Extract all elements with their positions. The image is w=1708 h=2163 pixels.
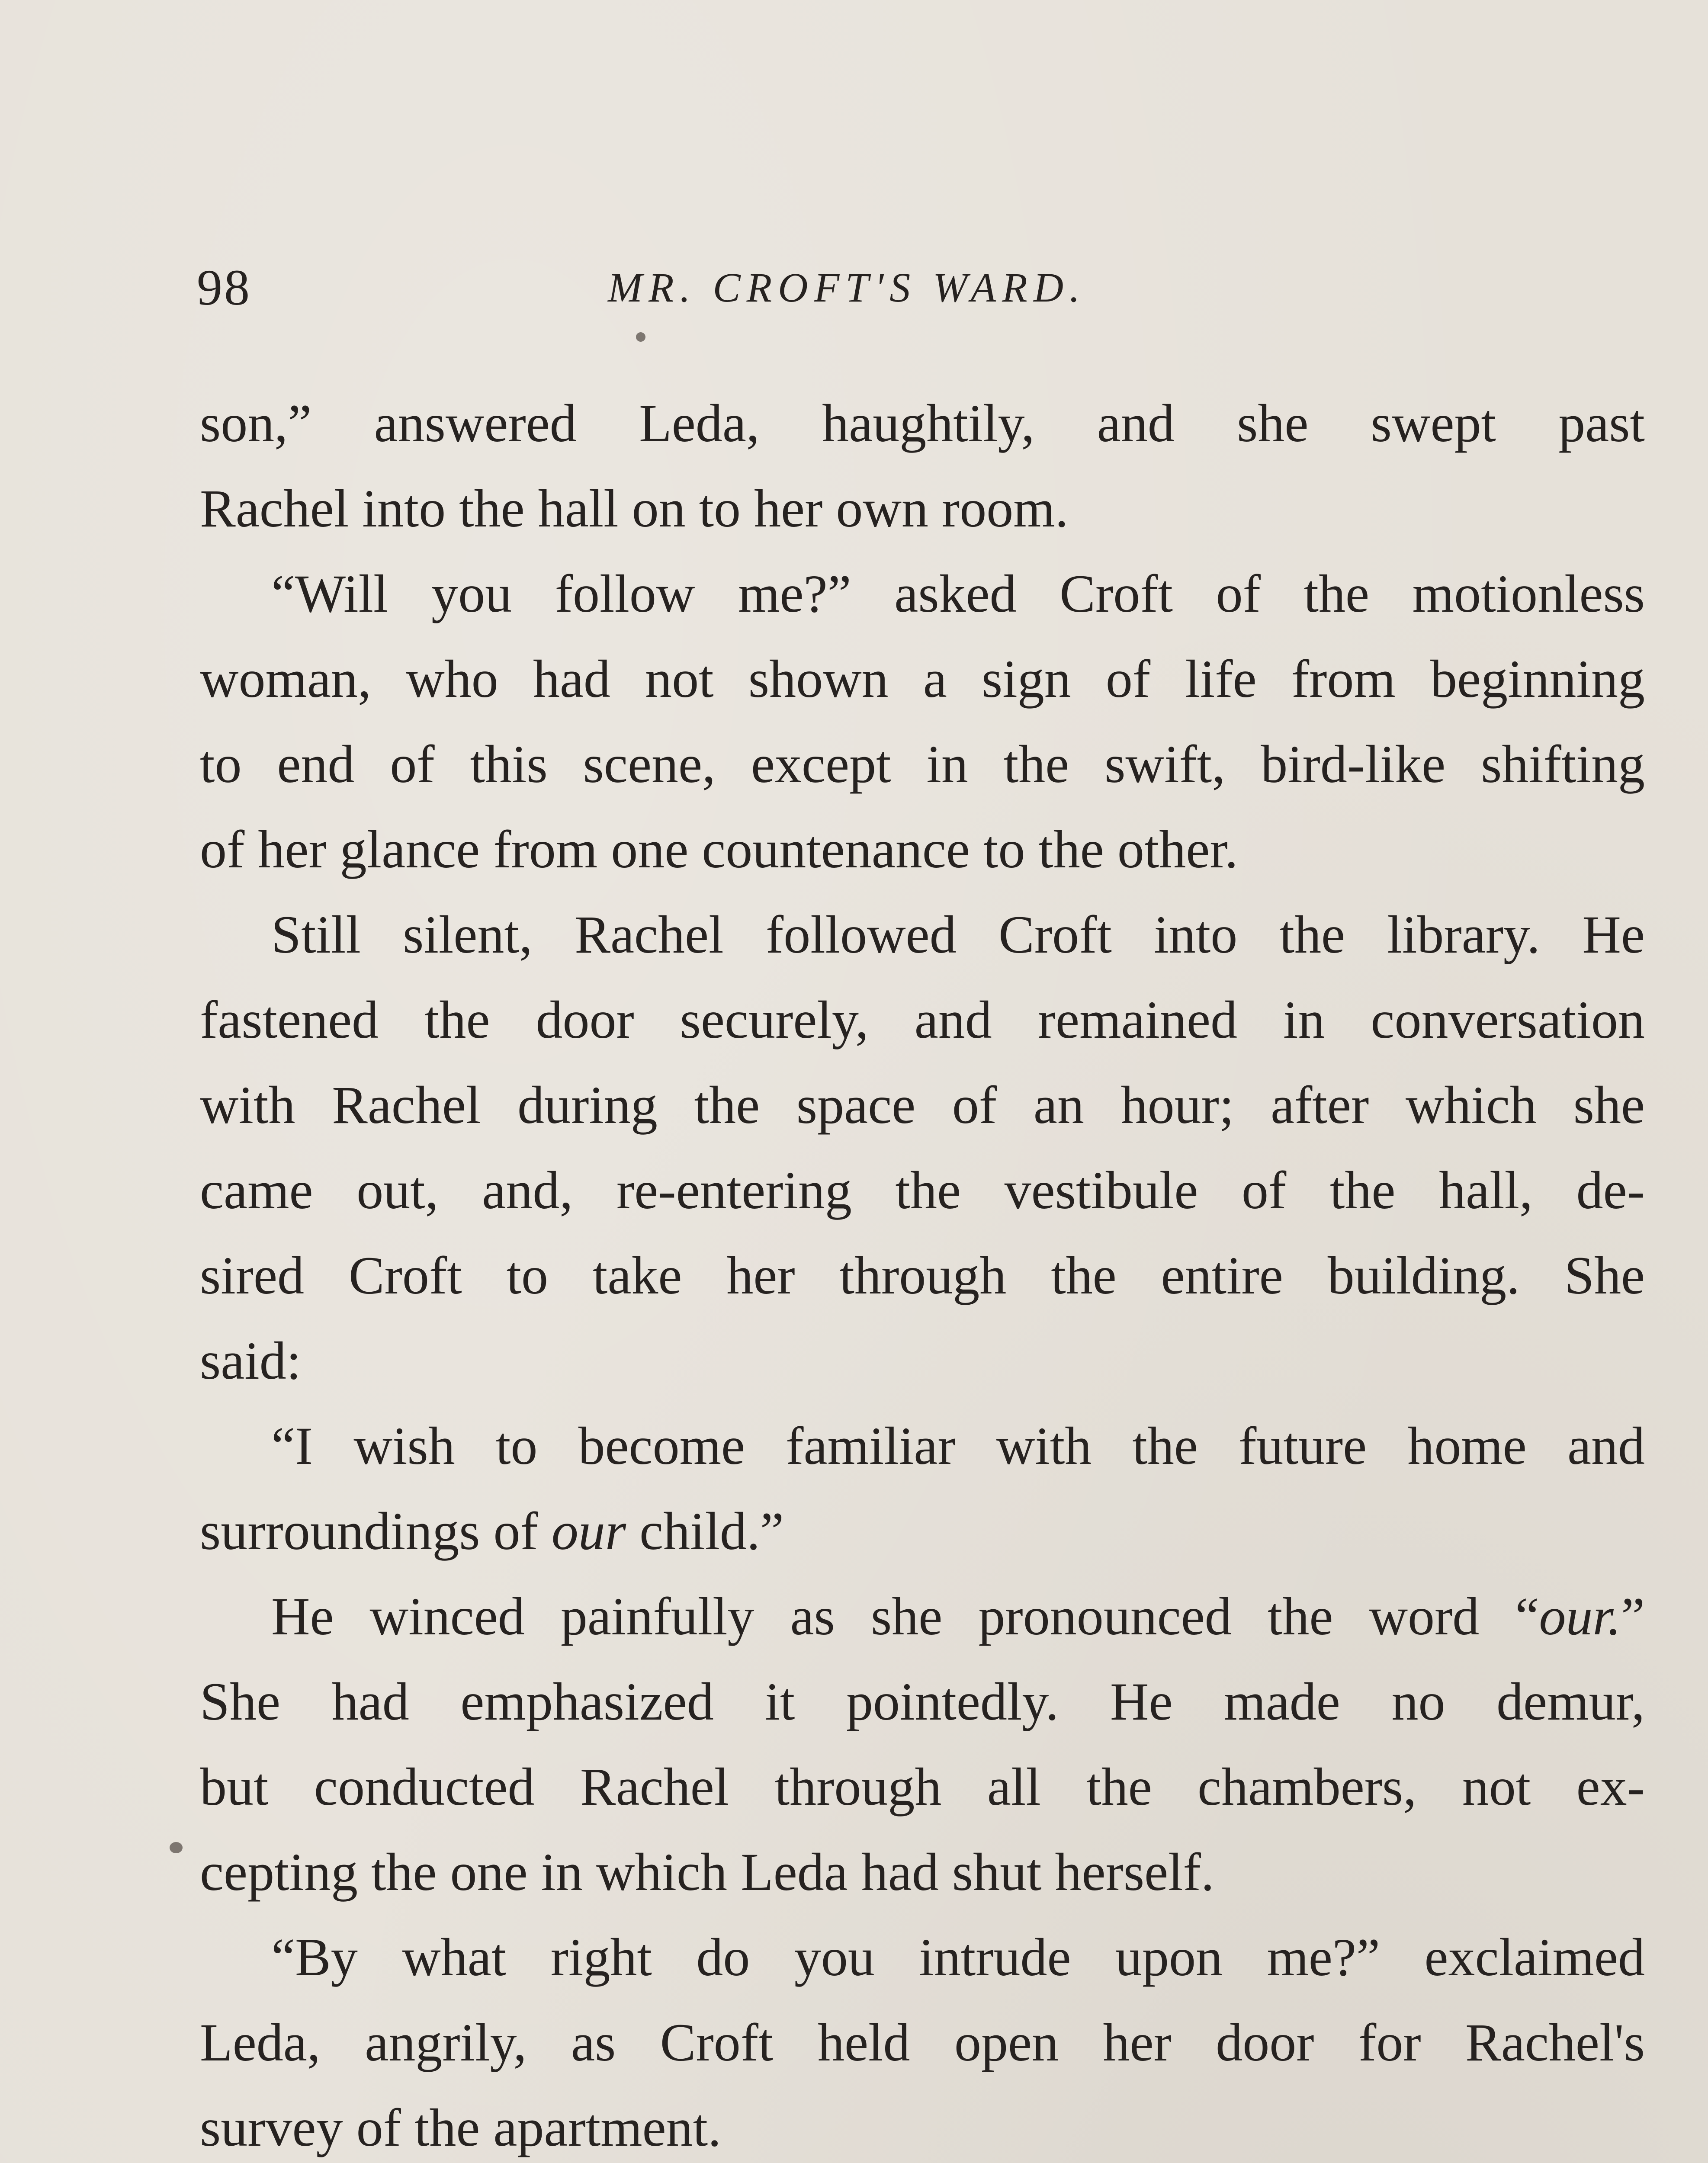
text-line: survey of the apartment.	[200, 2098, 722, 2157]
text-line: said:	[200, 1331, 302, 1390]
running-title: MR. CROFT'S WARD.	[608, 264, 1086, 311]
text-line: Rachel into the hall on to her own room.	[200, 479, 1069, 538]
text-line: sired Croft to take her through the entire building. She	[200, 1246, 1645, 1305]
text-run: child.”	[626, 1502, 784, 1561]
text-line: “Will you follow me?” asked Croft of the motionless	[271, 564, 1645, 623]
body-text	[200, 381, 1645, 2163]
text-line: son,” answered Leda, haughtily, and she swept past	[200, 394, 1645, 453]
text-line: “By what right do you intrude upon me?” exclaimed	[271, 1928, 1645, 1987]
text-line: came out, and, re-entering the vestibule of the hall, de-	[200, 1161, 1645, 1220]
text-line: Leda, angrily, as Croft held open her door for Rachel's	[200, 2013, 1645, 2072]
text-line: cepting the one in which Leda had shut herself.	[200, 1842, 1214, 1902]
text-run: ”	[1621, 1587, 1645, 1646]
text-line-mixed	[200, 1489, 1645, 1574]
text-line: woman, who had not shown a sign of life from beginning	[200, 649, 1645, 709]
running-head	[197, 255, 1642, 320]
italic-text-run: our	[551, 1502, 626, 1561]
ink-speck	[170, 1842, 183, 1853]
text-line-mixed	[200, 1574, 1645, 1659]
ink-speck	[636, 332, 645, 342]
text-line: fastened the door securely, and remained in conversation	[200, 990, 1645, 1049]
text-line: of her glance from one countenance to the other.	[200, 820, 1238, 879]
page-number: 98	[197, 259, 251, 316]
text-line: “I wish to become familiar with the future home and	[271, 1416, 1645, 1476]
text-run: He winced painfully as she pronounced the word “	[271, 1587, 1539, 1646]
text-line: with Rachel during the space of an hour; after which she	[200, 1075, 1645, 1135]
text-run: surroundings of	[200, 1502, 552, 1561]
text-line: Still silent, Rachel followed Croft into the library. He	[271, 905, 1645, 964]
italic-text-run: our.	[1539, 1587, 1621, 1646]
text-line: She had emphasized it pointedly. He made no demur,	[200, 1672, 1645, 1731]
text-line: to end of this scene, except in the swift, bird-like shifting	[200, 735, 1645, 794]
text-line: but conducted Rachel through all the chambers, not ex-	[200, 1757, 1645, 1816]
